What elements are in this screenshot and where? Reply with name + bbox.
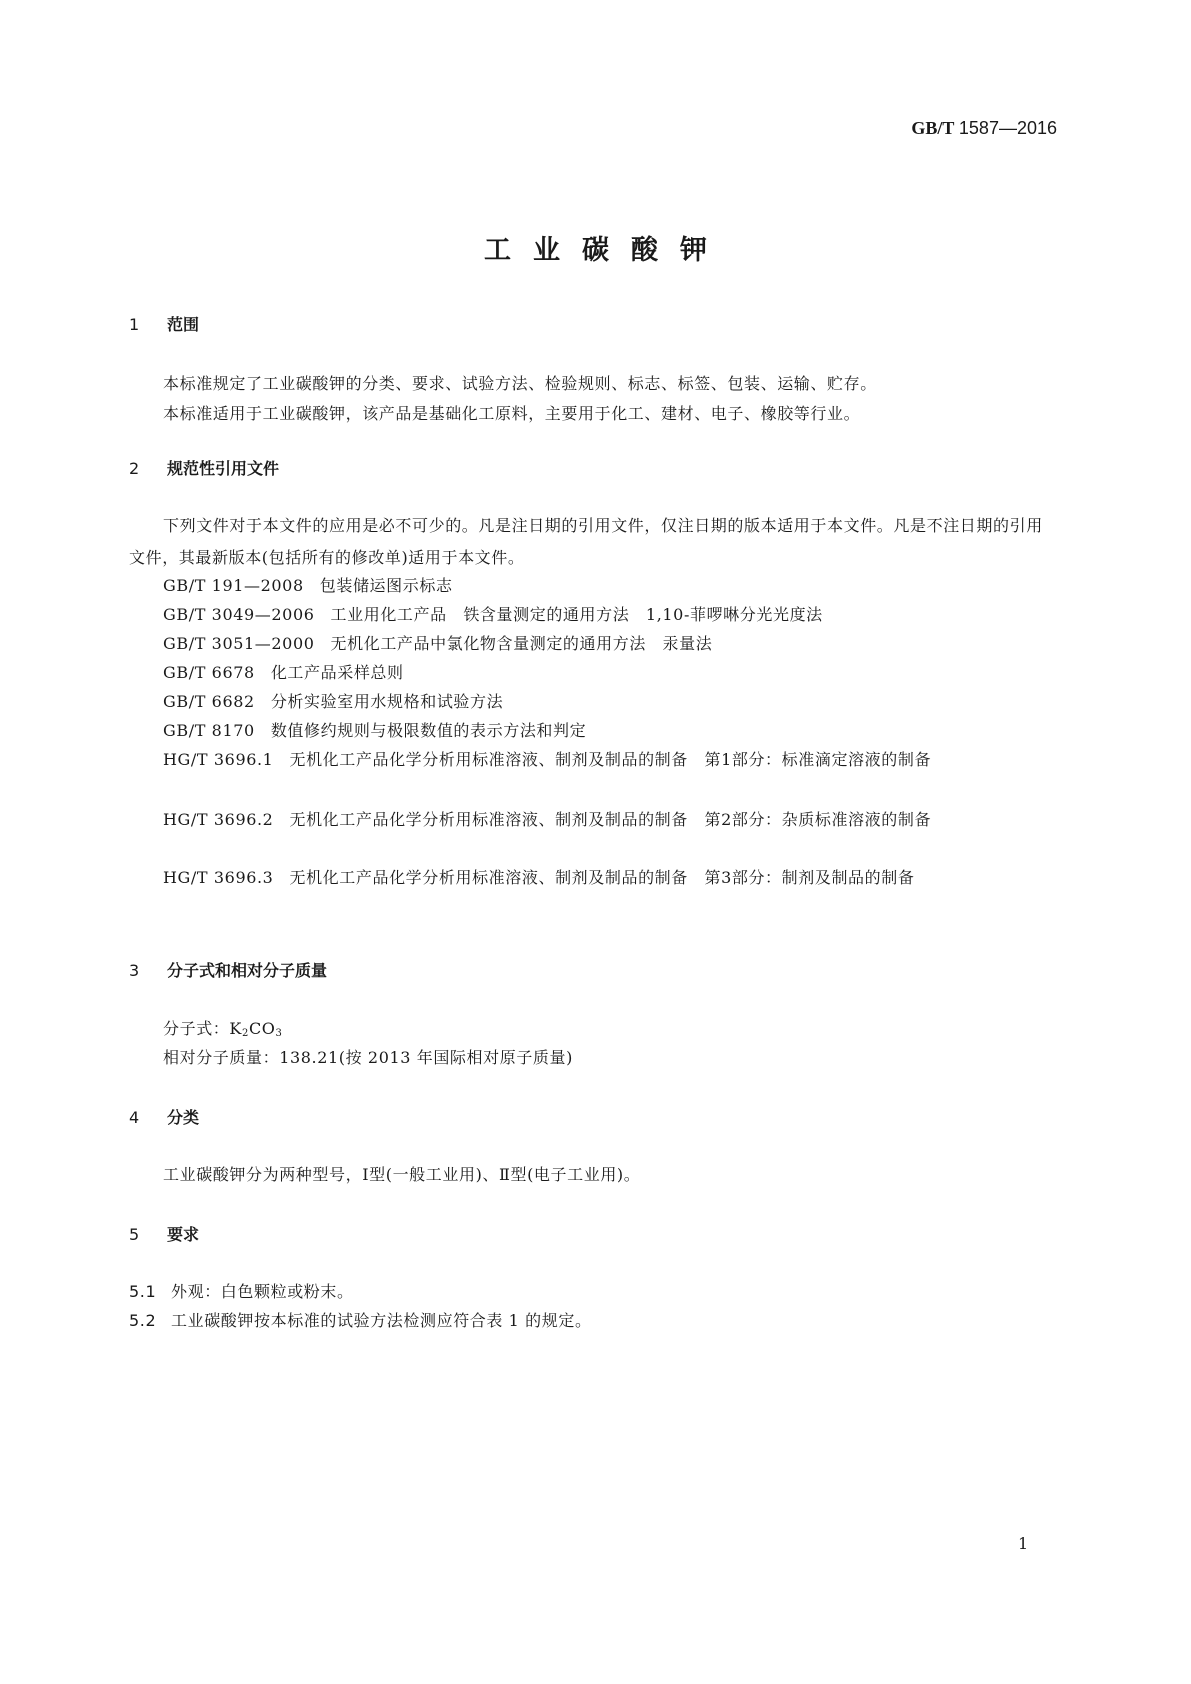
formula-element: K [229, 1019, 242, 1038]
reference-item [163, 628, 712, 660]
clause-number: 5.1 [129, 1282, 157, 1301]
section-title: 范围 [167, 315, 200, 334]
reference-title: 化工产品采样总则 [270, 663, 404, 682]
reference-code: GB/T 8170 [163, 721, 255, 740]
document-title: 工业碳酸钾 [484, 235, 729, 266]
section-1-heading [129, 312, 199, 335]
reference-title: 工业用化工产品 铁含量测定的通用方法 1,10-菲啰啉分光光度法 [330, 605, 823, 624]
paragraph: 下列文件对于本文件的应用是必不可少的。凡是注日期的引用文件，仅注日期的版本适用于本文件。凡是不注日期的引用文件，其最新版本(包括所有的修改单)适用于本文件。 [129, 516, 1043, 567]
paragraph: 本标准适用于工业碳酸钾，该产品是基础化工原料，主要用于化工、建材、电子、橡胶等行业。 [163, 404, 861, 423]
reference-code: GB/T 6682 [163, 692, 255, 711]
reference-code: HG/T 3696.2 [163, 810, 274, 829]
molecular-mass: 相对分子质量：138.21(按 2013 年国际相对原子质量) [163, 1048, 573, 1067]
reference-item [129, 804, 1059, 836]
reference-title: 无机化工产品中氯化物含量测定的通用方法 汞量法 [330, 634, 713, 653]
reference-item [129, 744, 1059, 776]
formula-subscript: 2 [241, 1028, 249, 1039]
paragraph: 工业碳酸钾分为两种型号，Ⅰ型(一般工业用)、Ⅱ型(电子工业用)。 [163, 1165, 641, 1184]
section-number: 4 [129, 1108, 140, 1127]
reference-title: 无机化工产品化学分析用标准溶液、制剂及制品的制备 第2部分：杂质标准溶液的制备 [289, 810, 932, 829]
reference-code: GB/T 3051—2000 [163, 634, 315, 653]
reference-code: HG/T 3696.3 [163, 868, 274, 887]
clause-text: 外观：白色颗粒或粉末。 [171, 1282, 354, 1301]
reference-item [163, 715, 586, 747]
reference-title: 无机化工产品化学分析用标准溶液、制剂及制品的制备 第1部分：标准滴定溶液的制备 [289, 750, 932, 769]
clause-text: 工业碳酸钾按本标准的试验方法检测应符合表 1 的规定。 [171, 1311, 592, 1330]
reference-code: HG/T 3696.1 [163, 750, 274, 769]
section-2-heading [129, 456, 279, 479]
section-number: 2 [129, 459, 140, 478]
section-5-heading [129, 1222, 199, 1245]
section-title: 分类 [167, 1108, 200, 1127]
reference-code: GB/T 6678 [163, 663, 255, 682]
reference-code: GB/T 3049—2006 [163, 605, 315, 624]
section-number: 3 [129, 961, 140, 980]
clause-5-2 [129, 1305, 592, 1337]
reference-item [129, 862, 1059, 894]
reference-item [163, 599, 823, 631]
section-number: 5 [129, 1225, 140, 1244]
section-3-heading [129, 958, 327, 981]
reference-code: GB/T 191—2008 [163, 576, 304, 595]
standard-code-number: 1587—2016 [958, 118, 1057, 138]
section-title: 规范性引用文件 [167, 459, 280, 478]
reference-item [163, 570, 453, 602]
reference-title: 数值修约规则与极限数值的表示方法和判定 [270, 721, 587, 740]
reference-title: 无机化工产品化学分析用标准溶液、制剂及制品的制备 第3部分：制剂及制品的制备 [289, 868, 915, 887]
formula-label: 分子式： [163, 1019, 230, 1038]
section-title: 分子式和相对分子质量 [167, 961, 328, 980]
reference-item [163, 657, 404, 689]
reference-title: 包装储运图示标志 [319, 576, 453, 595]
formula-element: CO [248, 1019, 276, 1038]
formula-subscript: 3 [275, 1028, 283, 1039]
standard-code [911, 118, 1057, 139]
section-number: 1 [129, 315, 140, 334]
reference-title: 分析实验室用水规格和试验方法 [270, 692, 504, 711]
page-number: 1 [1018, 1534, 1029, 1553]
reference-item [163, 686, 503, 718]
clause-5-1 [129, 1276, 354, 1308]
clause-number: 5.2 [129, 1311, 157, 1330]
standard-code-prefix: GB/T [911, 118, 955, 138]
section-4-heading [129, 1105, 199, 1128]
section-title: 要求 [167, 1225, 200, 1244]
paragraph: 本标准规定了工业碳酸钾的分类、要求、试验方法、检验规则、标志、标签、包装、运输、贮存。 [163, 374, 877, 393]
